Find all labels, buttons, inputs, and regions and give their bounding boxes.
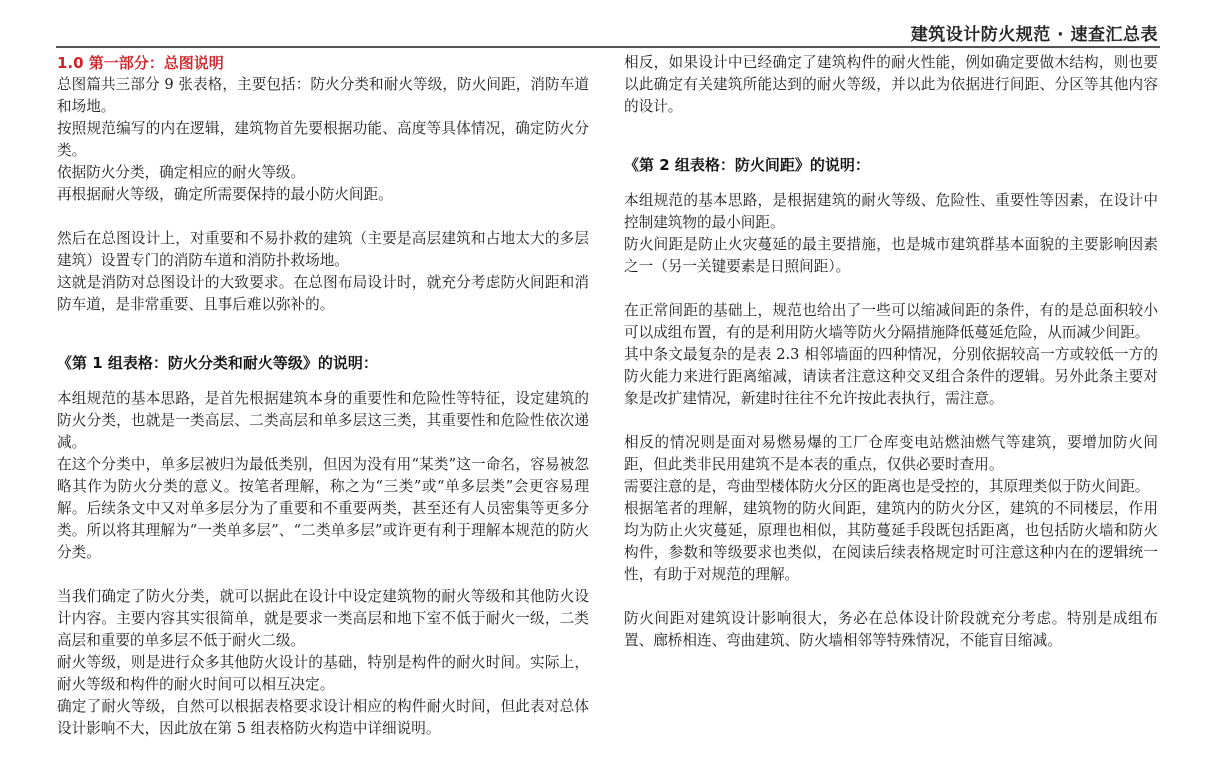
paragraph: 相反，如果设计中已经确定了建筑构件的耐火性能，例如确定要做木结构，则也要以此确定有关建筑所能达到的耐火等级，并以此为依据进行间距、分区等其他内容的设计。 [624, 54, 1158, 115]
section-heading: 1.0 第一部分：总图说明 [57, 54, 224, 72]
paragraph: 相反的情况则是面对易燃易爆的工厂仓库变电站燃油燃气等建筑，要增加防火间距，但此类非民用建筑不是本表的重点，仅供必要时查用。 [624, 434, 1158, 473]
paragraph: 确定了耐火等级，自然可以根据表格要求设计相应的构件耐火时间，但此表对总体设计影响不大，因此放在第 5 组表格防火构造中详细说明。 [57, 698, 589, 737]
left-column [57, 52, 589, 740]
group2-heading: 《第 2 组表格：防火间距》的说明： [624, 156, 870, 174]
paragraph: 再根据耐火等级，确定所需要保持的最小防火间距。 [57, 186, 393, 203]
paragraph: 其中条文最复杂的是表 2.3 相邻墙面的四种情况，分别依据较高一方或较低一方的防火能力来进行距离缩减，请读者注意这种交叉组合条件的逻辑。另外此条主要对象是改扩建情况，新建时往往不允许按此表执行，需注意。 [624, 346, 1158, 407]
paragraph: 在正常间距的基础上，规范也给出了一些可以缩减间距的条件，有的是总面积较小可以成组布置，有的是利用防火墙等防火分隔措施降低蔓延危险，从而减少间距。 [624, 302, 1158, 341]
header-rule [56, 46, 1160, 48]
paragraph: 需要注意的是，弯曲型楼体防火分区的距离也是受控的，其原理类似于防火间距。 [624, 478, 1150, 495]
paragraph: 按照规范编写的内在逻辑，建筑物首先要根据功能、高度等具体情况，确定防火分类。 [57, 120, 589, 159]
paragraph: 防火间距是防止火灾蔓延的最主要措施，也是城市建筑群基本面貌的主要影响因素之一（另一关键要素是日照间距）。 [624, 236, 1158, 275]
paragraph: 本组规范的基本思路，是根据建筑的耐火等级、危险性、重要性等因素，在设计中控制建筑物的最小间距。 [624, 192, 1158, 231]
paragraph: 在这个分类中，单多层被归为最低类别，但因为没有用“某类”这一命名，容易被忽略其作为防火分类的意义。按笔者理解，称之为“三类”或“单多层类”会更容易理解。后续条文中又对单多层分为了重要和不重要两类，甚至还有人员密集等更多分类。所以将其理解为“一类单多层”、“二类单多层”或许更有利于理解本规范的防火分类。 [57, 456, 589, 561]
paragraph: 根据笔者的理解，建筑物的防火间距，建筑内的防火分区，建筑的不同楼层，作用均为防止火灾蔓延，原理也相似，其防蔓延手段既包括距离，也包括防火墙和防火构件，参数和等级要求也类似，在阅读后续表格规定时可注意这种内在的逻辑统一性，有助于对规范的理解。 [624, 500, 1158, 583]
paragraph: 当我们确定了防火分类，就可以据此在设计中设定建筑物的耐火等级和其他防火设计内容。主要内容其实很简单，就是要求一类高层和地下室不低于耐火一级，二类高层和重要的单多层不低于耐火二级。 [57, 588, 589, 649]
group1-heading: 《第 1 组表格：防火分类和耐火等级》的说明： [57, 354, 378, 372]
paragraph: 耐火等级，则是进行众多其他防火设计的基础，特别是构件的耐火时间。实际上，耐火等级和构件的耐火时间可以相互决定。 [57, 654, 589, 693]
paragraph: 总图篇共三部分 9 张表格，主要包括：防火分类和耐火等级，防火间距，消防车道和场地。 [57, 76, 589, 115]
paragraph: 这就是消防对总图设计的大致要求。在总图布局设计时，就充分考虑防火间距和消防车道，是非常重要、且事后难以弥补的。 [57, 274, 589, 313]
paragraph: 防火间距对建筑设计影响很大，务必在总体设计阶段就充分考虑。特别是成组布置、廊桥相连、弯曲建筑、防火墙相邻等特殊情况，不能盲目缩减。 [624, 610, 1158, 649]
paragraph: 依据防火分类，确定相应的耐火等级。 [57, 164, 306, 181]
paragraph: 本组规范的基本思路，是首先根据建筑本身的重要性和危险性等特征，设定建筑的防火分类，也就是一类高层、二类高层和单多层这三类，其重要性和危险性依次递减。 [57, 390, 589, 451]
running-title: 建筑设计防火规范 · 速查汇总表 [910, 25, 1158, 45]
right-column [624, 52, 1158, 652]
paragraph: 然后在总图设计上，对重要和不易扑救的建筑（主要是高层建筑和占地太大的多层建筑）设置专门的消防车道和消防扑救场地。 [57, 230, 589, 269]
